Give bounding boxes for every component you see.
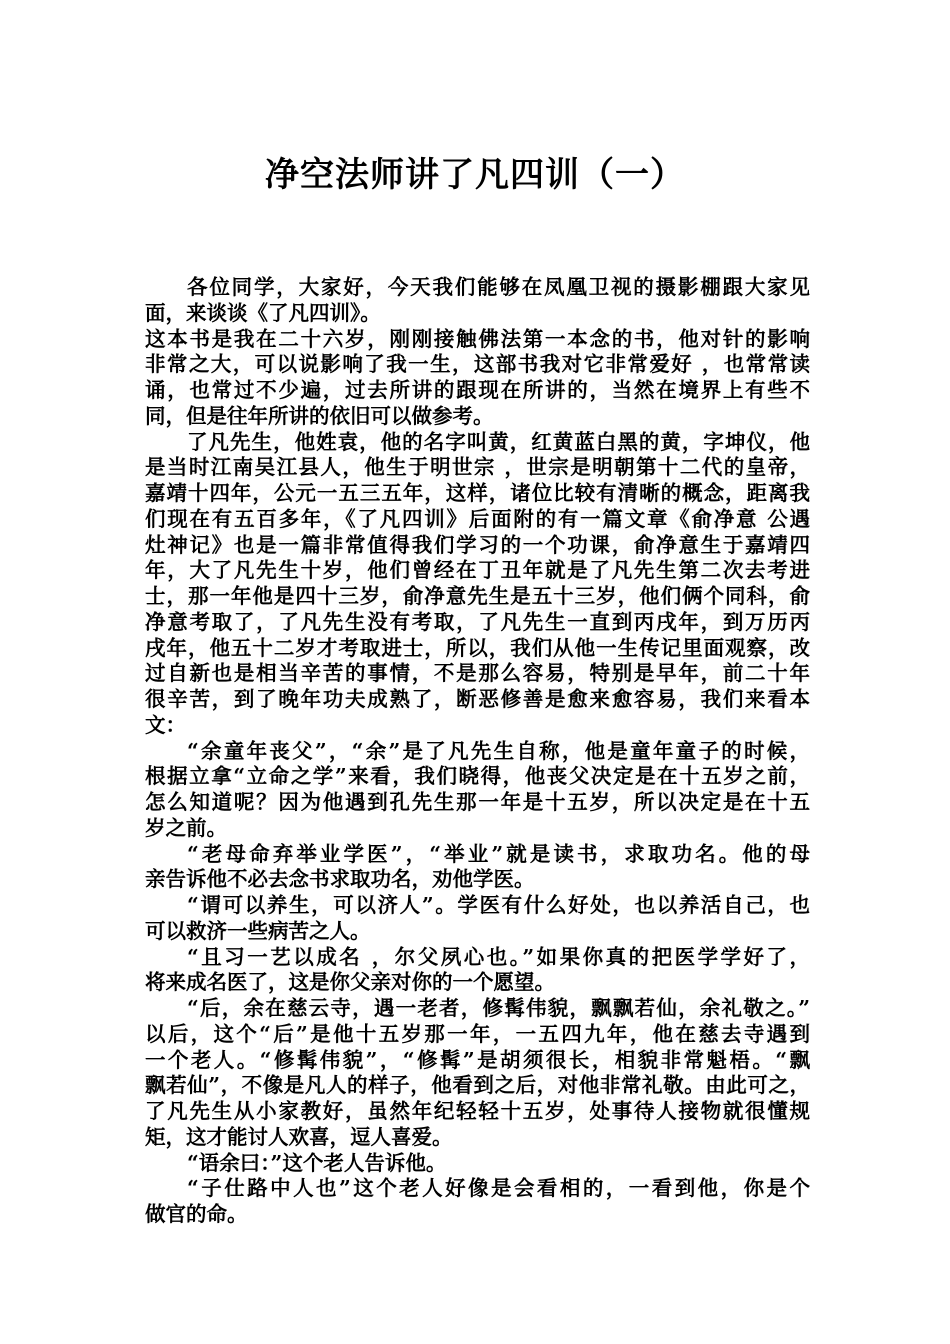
- text-line: 净意考取了，了凡先生没有考取，了凡先生一直到丙戌年，到万历丙: [145, 609, 810, 634]
- text-line: “语余曰：”这个老人告诉他。: [187, 1150, 447, 1175]
- text-line: 士，那一年他是四十三岁，俞净意先生是五十三岁，他们俩个同科，俞: [145, 584, 810, 608]
- text-line: 过自新也是相当辛苦的事情，不是那么容易，特别是早年，前二十年: [145, 661, 810, 686]
- text-line: 文：: [145, 712, 186, 737]
- text-line: “且习一艺以成名 ，尔父夙心也。”如果你真的把医学学好了，: [187, 944, 810, 969]
- text-line: 根据立拿“立命之学”来看，我们晓得，他丧父决定是在十五岁之前，: [145, 764, 810, 789]
- text-line: 各位同学，大家好，今天我们能够在凤凰卫视的摄影棚跟大家见: [187, 275, 810, 299]
- text-line: 飘若仙”，不像是凡人的样子，他看到之后，对他非常礼敬。由此可之，: [145, 1073, 810, 1098]
- text-line: 同，但是往年所讲的依旧可以做参考。: [145, 403, 494, 428]
- text-line: 亲告诉他不必去念书求取功名，劝他学医。: [145, 867, 535, 892]
- text-line: 面，来谈谈《了凡四训》。: [145, 300, 381, 325]
- text-line: 嘉靖十四年，公元一五三五年，这样，诸位比较有清晰的概念，距离我: [145, 481, 810, 505]
- text-line: 年，大了凡先生十岁，他们曾经在丁丑年就是了凡先生第二次去考进: [145, 558, 810, 583]
- text-line: 很辛苦，到了晚年功夫成熟了，断恶修善是愈来愈容易，我们来看本: [145, 687, 810, 711]
- text-line: 诵，也常过不少遍，过去所讲的跟现在所讲的，当然在境界上有些不: [145, 378, 810, 402]
- document-title: 净空法师讲了凡四训（一）: [265, 155, 685, 195]
- text-line: “谓可以养生，可以济人”。学医有什么好处，也以养活自己，也: [187, 893, 810, 917]
- text-line: 这本书是我在二十六岁，刚刚接触佛法第一本念的书，他对针的影响: [145, 326, 810, 351]
- text-line: 戌年，他五十二岁才考取进士，所以，我们从他一生传记里面观察，改: [145, 635, 810, 660]
- text-line: 可以救济一些病苦之人。: [145, 918, 371, 943]
- text-line: “余童年丧父”，“余”是了凡先生自称，他是童年童子的时候，: [187, 738, 810, 763]
- text-line: 做官的命。: [145, 1202, 248, 1226]
- text-line: 以后，这个“后”是他十五岁那一年，一五四九年，他在慈去寺遇到: [145, 1021, 810, 1046]
- text-line: 是当时江南吴江县人，他生于明世宗 ，世宗是明朝第十二代的皇帝，: [145, 455, 810, 480]
- text-line: “子仕路中人也”这个老人好像是会看相的，一看到他，你是个: [187, 1176, 810, 1201]
- text-line: 灶神记》也是一篇非常值得我们学习的一个功课，俞净意生于嘉靖四: [145, 532, 810, 557]
- text-line: 非常之大，可以说影响了我一生，这部书我对它非常爱好 ，也常常读: [145, 352, 810, 377]
- document-body: [145, 275, 810, 1228]
- text-line: “老母命弃举业学医”，“举业”就是读书，求取功名。他的母: [187, 841, 810, 866]
- text-line: 了凡先生从小家教好，虽然年纪轻轻十五岁，处事待人接物就很懂规: [145, 1099, 810, 1123]
- text-line: 矩，这才能讨人欢喜，逗人喜爱。: [145, 1124, 453, 1149]
- text-line: 怎么知道呢？因为他遇到孔先生那一年是十五岁，所以决定是在十五: [145, 790, 810, 814]
- text-line: 们现在有五百多年，《了凡四训》后面附的有一篇文章《俞净意 公遇: [145, 506, 810, 531]
- text-line: 将来成名医了，这是你父亲对你的一个愿望。: [145, 970, 555, 995]
- text-line: 一个老人。“修髯伟貌”，“修髯”是胡须很长，相貌非常魁梧。“飘: [145, 1047, 810, 1072]
- text-line: 了凡先生，他姓袁，他的名字叫黄，红黄蓝白黑的黄，字坤仪，他: [187, 429, 810, 454]
- text-line: 岁之前。: [145, 815, 227, 840]
- text-line: “后，余在慈云寺，遇一老者，修髯伟貌，飘飘若仙，余礼敬之。”: [187, 996, 810, 1020]
